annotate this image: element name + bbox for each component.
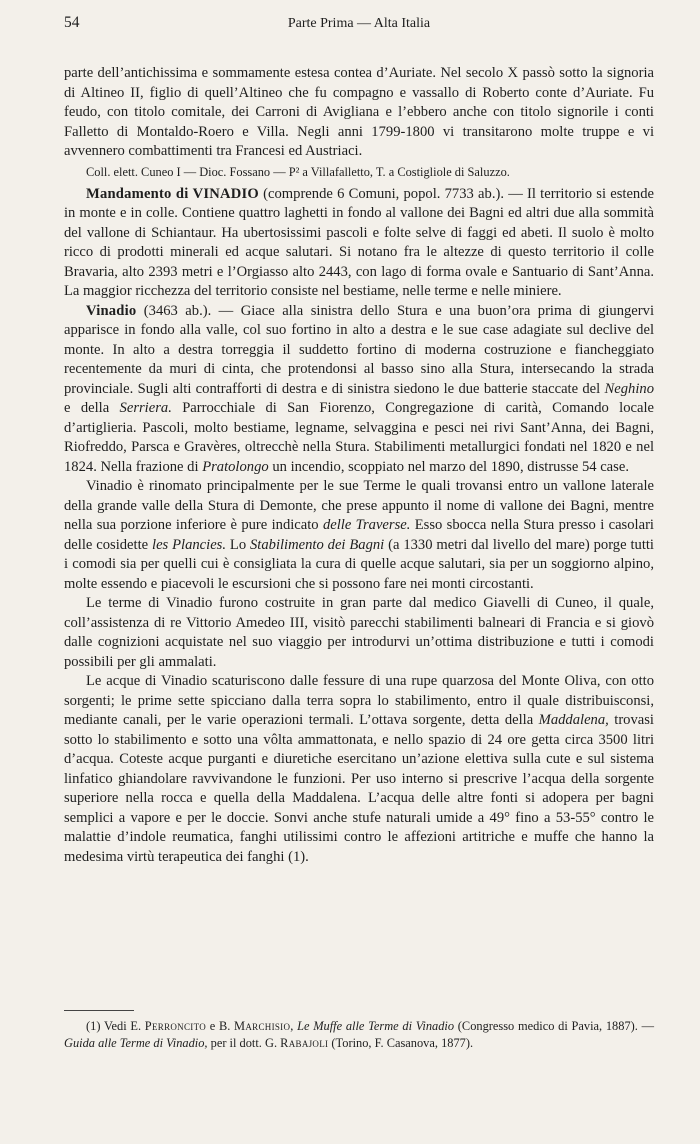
page-number: 54 [64,14,80,31]
text-run: e della [64,400,120,416]
page-header [64,14,654,38]
paragraph-giavelli: Le terme di Vinadio furono costruite in gran parte dal medico Giavelli di Cuneo, il quale, coll’assistenza di re Vittorio Amedeo III, visitò parecchi stabilimenti balneari di Francia e si giovò dalle cognizioni acquistate nel suo viaggio per introdurvi un’ottima distribuzione e tutti i comodi possibili per gli ammalati. [64,595,654,670]
italic-term: delle Traverse. [322,517,411,533]
footnote [64,1018,654,1052]
vinadio-heading: Vinadio [86,302,137,319]
paragraph-auriate: parte dell’antichissima e sommamente estesa contea d’Auriate. Nel secolo X passò sotto la signoria di Altineo II, figlio di quell’Altineo che fu compagno e vassallo di Roberto conte d’Auriate. Fu feudo, con titolo comitale, dei Carroni di Avigliana e l’ebbero anche con titolo signorile i conti Falletto di Montaldo-Roero e Villa. Negli anni 1799-1800 vi transitarono molte truppe e vi avvennero combattimenti tra Francesi ed Austriaci. [64,65,654,159]
text-run: per il dott. G. [207,1036,281,1050]
paragraph-vinadio [64,302,654,478]
author-name: Rabajoli [280,1036,329,1050]
text-run: un incendio, scoppiato nel marzo del 1890, distrusse 54 case. [268,458,629,475]
paragraph-terme [64,477,654,594]
text-run: Le acque di Vinadio scaturiscono dalle fessure di una rupe quarzosa del Monte Oliva, con otto sorgenti; le prime sette spicciano dalla terra sopra lo stabilimento, entro il quale distribuisconsi, mediante canali, per le varie operazioni termali. L’ottava sorgente, detta della [64,673,654,728]
paragraph-mandamento [64,185,654,302]
mandamento-text: (comprende 6 Comuni, popol. 7733 ab.). — Il territorio si estende in monte e in colle. Contiene quattro laghetti in fondo al vallone dei Bagni ed altri due alla sommità del vallone di Schiantaur. Ha ubertosissimi pascoli e folte selve di faggi ed abeti. Il suolo è molto ricco di prodotti minerali ed acque salutari. Si notano fra le altezze di questo territorio il colle Bravaria, alto 2393 metri e l’Orgiasso alto 2443, con lago di forma ovale e Santuario di Sant’Anna. La maggior ricchezza del territorio consiste nel bestiame, nelle terme e nelle miniere. [64,185,654,299]
text-run: e B. [206,1019,235,1033]
author-name: Marchisio [234,1019,291,1033]
text-run: (a 1330 metri dal livello del mare) porge tutti i comodi sia per quelli cui è consigliata la cura di quelle acque salutari, sia per un soggiorno alpino, molte essendo e piacevoli le escursioni che si possono fare nei monti circostanti. [64,536,654,592]
italic-term: Serriera. [119,400,172,416]
text-run: (1) Vedi E. [86,1019,145,1033]
text-run: Parrocchiale di San Fiorenzo, Congregazione di carità, Comando locale d’artiglieria. Pascoli, molto bestiame, legname, selvaggina e pesci nei rivi Sant’Anna, dei Bagni, Riofreddo, Parsca e Gravères, oltrecchè nella Stura. Stabilimenti metallurgici fondati nel 1820 e nel 1824. Nella frazione di [64,400,655,475]
book-title: Le Muffe alle Terme di Vinadio [297,1019,455,1033]
paragraph-acque [64,672,654,867]
electoral-note: Coll. elett. Cuneo I — Dioc. Fossano — P² a Villafalletto, T. a Costigliole di Saluzzo. [86,164,510,179]
text-run: Lo [226,536,250,553]
text-run: trovasi sotto lo stabilimento e sotto una vôlta ammattonata, e nello spazio di 24 ore getta circa 3500 litri d’acqua. Coteste acque purganti e diuretiche esercitano un’azione elettiva sulla cute e sul sistema linfatico ghiandolare ravvivandone le funzioni. Per uso interno si prescrive l’acqua della sorgente superiore nella rocca e quella della Maddalena. L’acqua delle altre fonti si adopera per bagni semplici a vapore e per le doccie. Sonvi anche stufe naturali umide a 49° fino a 53-55° contro le malattie d’indole reumatica, fanghi utilissimi contro le affezioni artitriche e muffe che hanno la medesima virtù terapeutica dei fanghi (1). [64,712,654,865]
book-title: Guida alle Terme di Vinadio, [64,1036,208,1050]
italic-term: les Plancies. [152,536,227,553]
text-run: Vinadio è rinomato principalmente per le sue Terme le quali trovansi entro un vallone laterale della grande valle della Stura di Demonte, che prese appunto il nome di vallone dei Bagni, mentre nella sua porzione inferiore è pure indicato [64,478,654,533]
text-run: (3463 ab.). — Giace alla sinistra dello Stura e una buon’ora prima di giungervi apparisce in fondo alla valle, col suo fortino in alto a destra e le sue case adagiate sul declive del monte. In alto a destra torreggia il suddetto fortino di moderna costruzione e fiancheggiato recentemente da muri di cinta, che protendonsi al basso sino alla Stura, intersecando la strada provinciale. Sugli alti contrafforti di destra e di sinistra siedono le due batterie staccate del [64,302,654,397]
italic-term: Stabilimento dei Bagni [250,536,385,553]
main-text [64,64,654,867]
text-run: Esso sbocca nella Stura presso i casolari delle cosidette [64,517,654,553]
text-run: , [290,1019,298,1033]
italic-term: Neghino [604,380,654,397]
author-name: Perroncito [144,1019,207,1033]
running-title: Parte Prima — Alta Italia [287,16,431,31]
text-run: (Torino, F. Casanova, 1877). [328,1036,474,1050]
italic-term: Pratolongo [202,458,269,475]
mandamento-heading: Mandamento di VINADIO [86,185,259,202]
text-run: (Congresso medico di Pavia, 1887). — [454,1019,654,1033]
footnote-divider [64,1010,134,1011]
italic-term: Maddalena, [538,712,609,728]
